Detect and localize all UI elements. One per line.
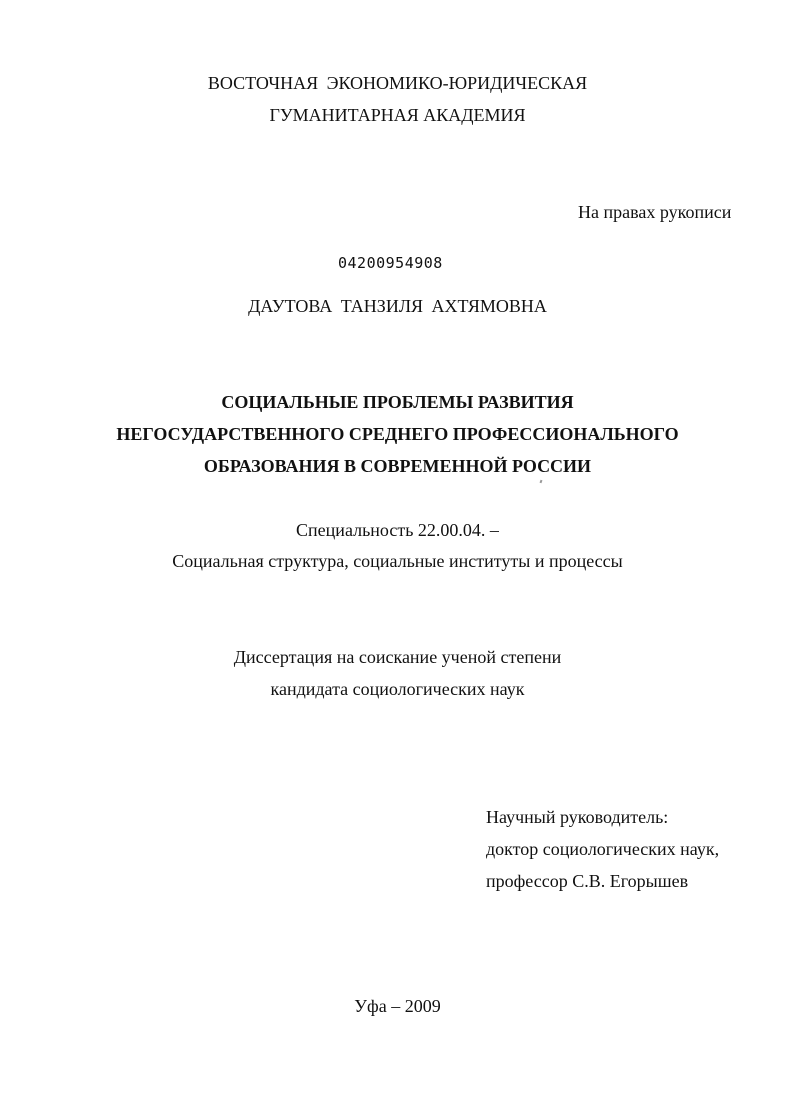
dissertation-title-line-3: ОБРАЗОВАНИЯ В СОВРЕМЕННОЙ РОССИИ	[203, 456, 592, 476]
degree-line-2: кандидата социологических наук	[270, 679, 525, 699]
author-name: ДАУТОВА ТАНЗИЛЯ АХТЯМОВНА	[248, 296, 547, 316]
supervisor-label: Научный руководитель:	[486, 807, 669, 827]
place-year: Уфа – 2009	[354, 996, 441, 1016]
institution-line-1: ВОСТОЧНАЯ ЭКОНОМИКО-ЮРИДИЧЕСКАЯ	[207, 73, 588, 93]
specialty-line-1: Специальность 22.00.04. –	[296, 520, 499, 540]
dissertation-title-line-2: НЕГОСУДАРСТВЕННОГО СРЕДНЕГО ПРОФЕССИОНАЛЬНОГО	[116, 424, 679, 444]
manuscript-note: На правах рукописи	[578, 202, 732, 222]
degree-line-1: Диссертация на соискание ученой степени	[233, 647, 562, 667]
supervisor-degree: доктор социологических наук,	[486, 839, 720, 859]
specialty-line-2: Социальная структура, социальные институты и процессы	[172, 551, 623, 571]
scan-speck	[540, 480, 543, 484]
registry-number: 04200954908	[338, 254, 443, 272]
dissertation-title-line-1: СОЦИАЛЬНЫЕ ПРОБЛЕМЫ РАЗВИТИЯ	[221, 392, 574, 412]
supervisor-name: профессор С.В. Егорышев	[486, 871, 689, 891]
institution-line-2: ГУМАНИТАРНАЯ АКАДЕМИЯ	[269, 105, 526, 125]
